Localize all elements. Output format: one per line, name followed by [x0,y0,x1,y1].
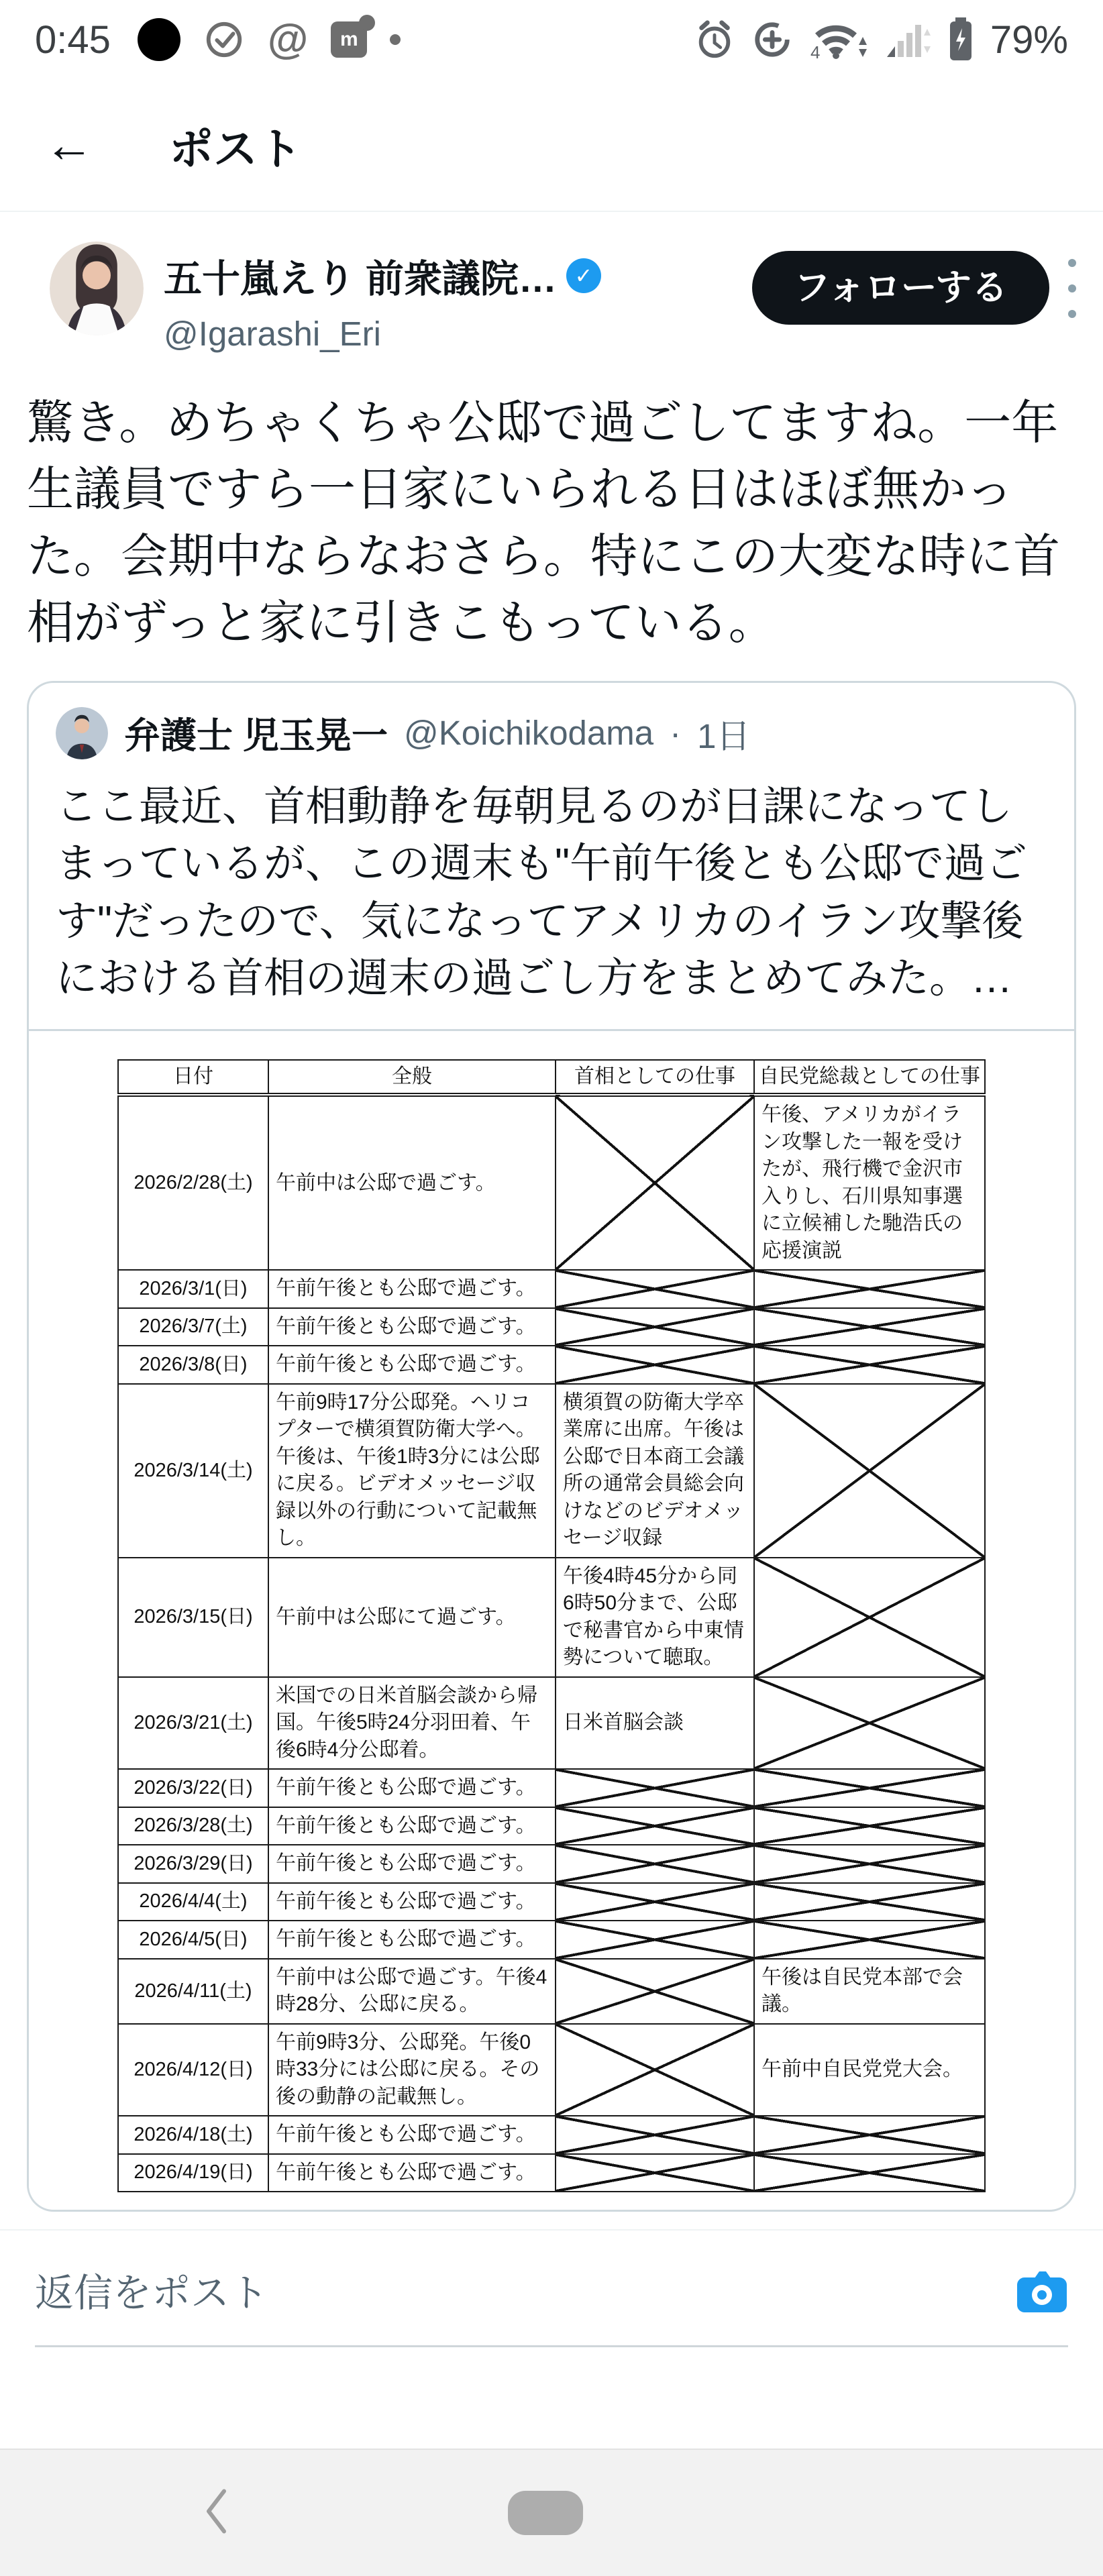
schedule-cell: 午前午後とも公邸で過ごす。 [268,2154,556,2192]
schedule-row [118,1959,985,2024]
crossed-out-cell [556,2154,754,2192]
schedule-row [118,1558,985,1677]
schedule-row [118,1346,985,1384]
schedule-row [118,1807,985,1845]
schedule-cell: 午前午後とも公邸で過ごす。 [268,1883,556,1921]
schedule-row [118,1384,985,1558]
schedule-cell: 午前午後とも公邸で過ごす。 [268,1845,556,1883]
reply-input[interactable] [35,2271,1016,2316]
schedule-row [118,1883,985,1921]
date-cell: 2026/3/8(日) [118,1346,268,1384]
date-cell: 2026/2/28(土) [118,1095,268,1270]
schedule-cell: 午前午後とも公邸で過ごす。 [268,1346,556,1384]
alarm-icon [694,19,735,60]
cell-signal-icon [884,18,931,61]
schedule-column-header: 自民党総裁としての仕事 [754,1060,985,1095]
schedule-row [118,2116,985,2154]
schedule-cell: 午後、アメリカがイラン攻撃した一報を受けたが、飛行機で金沢市入りし、石川県知事選に立候補した馳浩氏の応援演説 [754,1095,985,1270]
reply-bar [0,2231,1103,2317]
schedule-cell: 午前午後とも公邸で過ごす。 [268,1308,556,1346]
crossed-out-cell [556,1346,754,1384]
system-nav-bar [0,2449,1103,2576]
crossed-out-cell [754,1308,985,1346]
schedule-cell: 午前中自民党党大会。 [754,2024,985,2116]
schedule-row [118,1308,985,1346]
quoted-tweet-image[interactable] [29,1029,1074,2210]
schedule-column-header: 全般 [268,1060,556,1095]
quoted-meta-separator: · [670,714,682,753]
battery-charging-icon [947,17,974,62]
more-menu-icon[interactable] [1068,259,1076,318]
date-cell: 2026/3/7(土) [118,1308,268,1346]
schedule-row [118,2154,985,2192]
schedule-cell: 午前午後とも公邸で過ごす。 [268,1807,556,1845]
schedule-row [118,1095,985,1270]
date-cell: 2026/3/21(土) [118,1677,268,1770]
schedule-cell: 午前中は公邸にて過ごす。 [268,1558,556,1677]
crossed-out-cell [754,1346,985,1384]
crossed-out-cell [754,1558,985,1677]
threads-icon: @ [267,16,309,62]
tweet-body: 驚き。めちゃくちゃ公邸で過ごしてますね。一年生議員ですら一日家にいられる日はほぼ無かった。会期中ならなおさら。特にこの大変な時に首相がずっと家に引きこもっている。 [27,396,1060,649]
quoted-tweet-header [29,683,1074,759]
battery-percent: 79% [990,17,1068,62]
crossed-out-cell [754,1270,985,1308]
m-cube-app-icon: m [331,21,367,58]
reply-input-underline [35,2345,1068,2347]
camera-icon[interactable] [1016,2269,1068,2317]
svg-text:4: 4 [810,42,821,61]
date-cell: 2026/3/15(日) [118,1558,268,1677]
quoted-author-handle[interactable]: @Koichikodama [404,714,654,753]
crossed-out-cell [556,2024,754,2116]
camera-cutout [138,18,180,61]
crossed-out-cell [754,1677,985,1770]
quoted-tweet-body: ここ最近、首相動静を毎朝見るのが日課になってしまっているが、この週末も"午前午後とも公邸で過ごす"だったので、気になってアメリカのイラン攻撃後における首相の週末の過ごし方をまとめてみた。… [56,783,1028,1002]
verified-badge-icon: ✓ [566,258,601,293]
schedule-row [118,1921,985,1959]
crossed-out-cell [754,1384,985,1558]
schedule-table [117,1059,986,2193]
date-cell: 2026/3/1(日) [118,1270,268,1308]
schedule-cell: 午前中は公邸で過ごす。午後4時28分、公邸に戻る。 [268,1959,556,2024]
schedule-cell: 午後は自民党本部で会議。 [754,1959,985,2024]
date-cell: 2026/3/22(日) [118,1769,268,1807]
app-header [0,79,1103,211]
author-name[interactable]: 五十嵐えり 前衆議院… [164,258,557,301]
date-cell: 2026/4/11(土) [118,1959,268,2024]
date-cell: 2026/4/18(土) [118,2116,268,2154]
date-cell: 2026/4/5(日) [118,1921,268,1959]
schedule-column-header: 日付 [118,1060,268,1095]
crossed-out-cell [556,1807,754,1845]
schedule-cell: 午前9時3分、公邸発。午後0時33分には公邸に戻る。その後の動静の記載無し。 [268,2024,556,2116]
author-handle[interactable]: @Igarashi_Eri [164,315,381,353]
crossed-out-cell [754,1769,985,1807]
crossed-out-cell [556,2116,754,2154]
data-saver-icon [751,19,793,60]
crossed-out-cell [754,1845,985,1883]
date-cell: 2026/4/4(土) [118,1883,268,1921]
date-cell: 2026/3/29(日) [118,1845,268,1883]
crossed-out-cell [556,1095,754,1270]
schedule-row [118,1845,985,1883]
tweet-header [27,241,1076,354]
schedule-cell: 午前9時17分公邸発。ヘリコプターで横須賀防衛大学へ。午後は、午後1時3分には公邸に戻る。ビデオメッセージ収録以外の行動について記載無し。 [268,1384,556,1558]
schedule-header-row [118,1060,985,1095]
schedule-row [118,1270,985,1308]
crossed-out-cell [556,1845,754,1883]
status-right-cluster [694,17,1068,62]
status-time: 0:45 [35,17,111,62]
crossed-out-cell [556,1921,754,1959]
schedule-cell: 日米首脳会談 [556,1677,754,1770]
schedule-cell: 午前午後とも公邸で過ごす。 [268,1270,556,1308]
crossed-out-cell [556,1308,754,1346]
author-names [164,241,601,354]
tweet [0,212,1103,2212]
quoted-timestamp: 1日 [697,716,751,755]
schedule-cell: 横須賀の防衛大学卒業席に出席。午後は公邸で日本商工会議所の通常会員総会向けなどのビデオメッセージ収録 [556,1384,754,1558]
status-bar [0,0,1103,79]
crossed-out-cell [556,1769,754,1807]
author-avatar[interactable] [50,241,144,335]
page-title: ポスト [169,123,302,174]
nav-home-button[interactable] [508,2491,583,2535]
schedule-cell: 午後4時45分から同6時50分まで、公邸で秘書官から中東情勢について聴取。 [556,1558,754,1677]
schedule-column-header: 首相としての仕事 [556,1060,754,1095]
quoted-author-name[interactable]: 弁護士 児玉晃一 [124,716,388,757]
wifi-4-icon [809,18,868,61]
schedule-cell: 午前中は公邸で過ごす。 [268,1095,556,1270]
schedule-body [118,1095,985,2192]
follow-button[interactable]: フォローする [752,251,1049,325]
date-cell: 2026/3/14(土) [118,1384,268,1558]
schedule-cell: 米国での日米首脳会談から帰国。午後5時24分羽田着、午後6時4分公邸着。 [268,1677,556,1770]
notification-dot-icon [390,34,401,45]
schedule-row [118,2024,985,2116]
date-cell: 2026/4/19(日) [118,2154,268,2192]
quoted-author-avatar[interactable] [56,707,108,759]
schedule-row [118,1769,985,1807]
schedule-row [118,1677,985,1770]
date-cell: 2026/4/12(日) [118,2024,268,2116]
schedule-cell: 午前午後とも公邸で過ごす。 [268,1769,556,1807]
crossed-out-cell [556,1959,754,2024]
crossed-out-cell [556,1883,754,1921]
crossed-out-cell [754,1807,985,1845]
quoted-tweet-card[interactable] [27,681,1076,2212]
check-circle-icon [203,19,245,60]
schedule-cell: 午前午後とも公邸で過ごす。 [268,1921,556,1959]
crossed-out-cell [556,1270,754,1308]
crossed-out-cell [754,2116,985,2154]
crossed-out-cell [754,1921,985,1959]
crossed-out-cell [754,1883,985,1921]
date-cell: 2026/3/28(土) [118,1807,268,1845]
crossed-out-cell [754,2154,985,2192]
schedule-cell: 午前午後とも公邸で過ごす。 [268,2116,556,2154]
back-arrow-icon[interactable]: ← [44,117,94,172]
nav-back-icon[interactable] [201,2487,229,2540]
